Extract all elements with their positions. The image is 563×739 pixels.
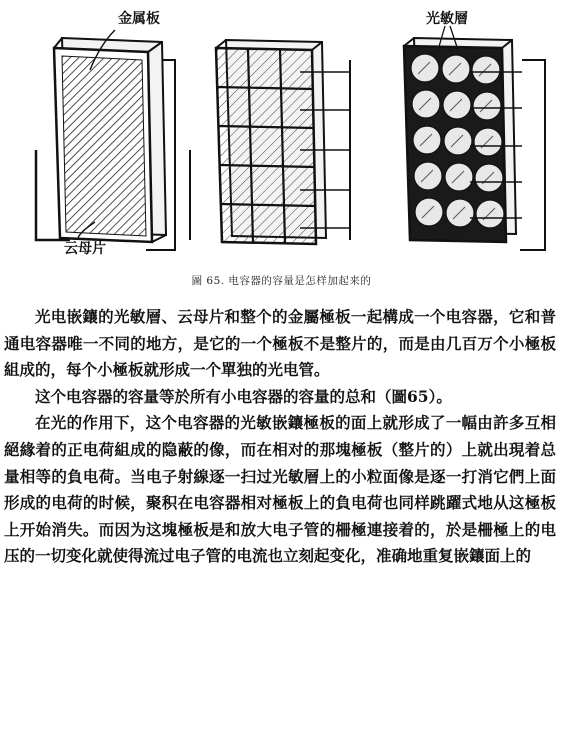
panel-photosensitive-cells xyxy=(350,26,545,250)
figure-caption: 圖 65. 电容器的容量是怎样加起来的 xyxy=(191,275,372,287)
figure-65 xyxy=(0,0,563,290)
paragraph: 光电嵌鑲的光敏層、云母片和整个的金屬極板一起構成一个电容器，它和普通电容器唯一不同的地方，是它的一个極板不是整片的，而是由几百万个小極板組成的，每个小極板就形成一个單独的光电管。 xyxy=(4,307,556,380)
label-mica-sheet: 云母片 xyxy=(64,241,106,257)
label-metal-plate: 金属板 xyxy=(118,11,160,27)
panel-mosaic-grid xyxy=(190,40,350,244)
paragraph: 这个电容器的容量等於所有小电容器的容量的总和（圖65）。 xyxy=(35,386,452,406)
body-text xyxy=(4,304,556,570)
label-photosensitive-layer: 光敏層 xyxy=(426,11,468,27)
panel-metal-plate xyxy=(36,30,175,250)
paragraph: 在光的作用下，这个电容器的光敏嵌鑲極板的面上就形成了一幅由許多互相絕緣着的正电荷組成的隐蔽的像，而在相对的那塊極板（整片的）上就出現着总量相等的負电荷。当电子射線逐一扫过光敏層上的小粒面像是逐一打消它們上面形成的电荷的时候，聚积在电容器相对極板上的負电荷也同样跳躍式地从这極板上开始消失。而因为这塊極板是和放大电子管的柵極連接着的，於是柵極上的电压的一切变化就使得流过电子管的电流也立刻起变化，准确地重复嵌鑲面上的 xyxy=(4,413,556,566)
